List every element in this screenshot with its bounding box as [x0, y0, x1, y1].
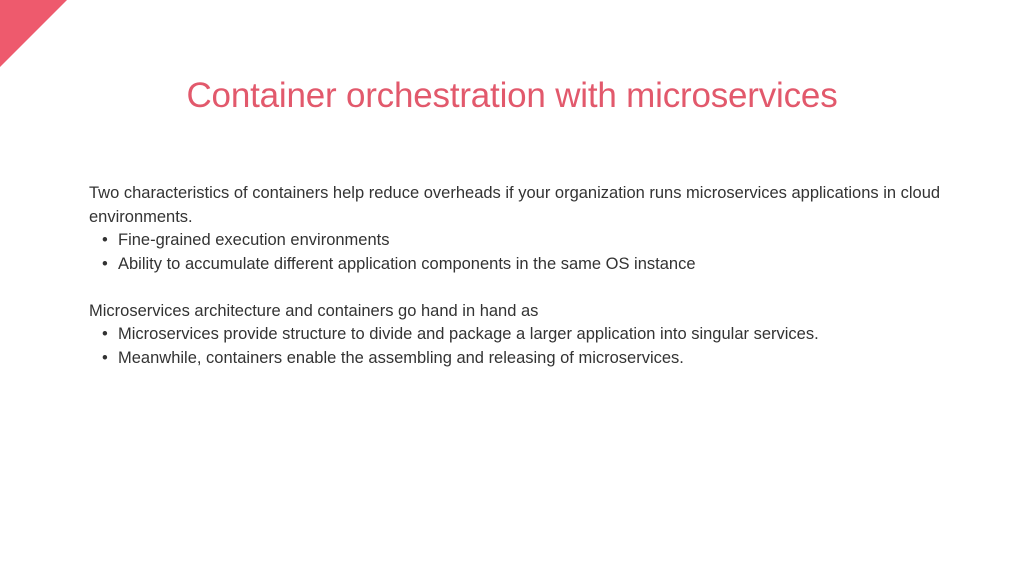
section-1-intro: Two characteristics of containers help reduce overheads if your organization runs microservices applications in cloud environments.: [89, 184, 941, 226]
bullet-dot-icon: •: [102, 231, 108, 249]
bullet-text: Meanwhile, containers enable the assembling and releasing of microservices.: [118, 348, 684, 367]
bullet-text: Fine-grained execution environments: [118, 231, 390, 249]
section-gap: [89, 276, 949, 300]
bullet-item: [89, 253, 949, 277]
bullet-item: [89, 347, 949, 371]
section-2-bullet-list: [89, 323, 949, 370]
corner-accent-triangle: [0, 0, 67, 67]
bullet-dot-icon: •: [102, 254, 108, 273]
section-1-bullet-list: [89, 229, 949, 276]
slide-body: [89, 182, 949, 370]
bullet-item: [89, 229, 949, 253]
slide-title: Container orchestration with microservices: [186, 76, 838, 115]
bullet-item: [89, 323, 949, 347]
bullet-text: Microservices provide structure to divide and package a larger application into singular services.: [118, 325, 819, 343]
bullet-dot-icon: •: [102, 325, 108, 343]
bullet-text: Ability to accumulate different application components in the same OS instance: [118, 254, 696, 273]
section-2-intro: Microservices architecture and containers go hand in hand as: [89, 301, 539, 320]
bullet-dot-icon: •: [102, 348, 108, 367]
